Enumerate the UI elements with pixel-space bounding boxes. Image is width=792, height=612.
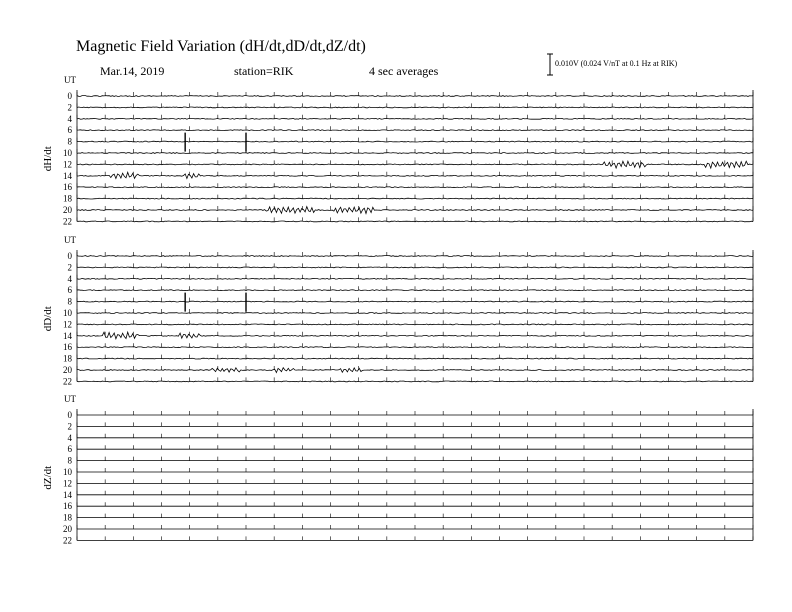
hour-label: 14 — [63, 170, 72, 181]
panel-ylabel: dD/dt — [42, 306, 54, 332]
hour-label: 22 — [63, 535, 72, 546]
hour-label: 6 — [67, 285, 72, 296]
hour-label: 8 — [67, 296, 72, 307]
scale-bar-label: 0.010V (0.024 V/nT at 0.1 Hz at RIK) — [555, 59, 678, 68]
hour-label: 6 — [67, 444, 72, 455]
hour-label: 0 — [67, 91, 72, 101]
hour-label: 20 — [63, 365, 72, 375]
panel-dD-dt — [42, 235, 753, 386]
hour-label: 10 — [63, 308, 72, 318]
hour-label: 16 — [63, 501, 72, 512]
averaging-label: 4 sec averages — [369, 64, 439, 78]
hour-label: 16 — [63, 182, 72, 193]
hour-label: 22 — [63, 376, 72, 387]
date-label: Mar.14, 2019 — [100, 64, 165, 78]
scale-bar — [547, 54, 553, 75]
ut-axis-label: UT — [64, 235, 76, 245]
hour-label: 12 — [63, 319, 72, 330]
hour-label: 22 — [63, 216, 72, 227]
hour-label: 8 — [67, 136, 72, 147]
hour-label: 8 — [67, 455, 72, 466]
hour-label: 2 — [67, 102, 72, 113]
hour-label: 12 — [63, 478, 72, 489]
hour-label: 10 — [63, 467, 72, 477]
ut-axis-label: UT — [64, 75, 76, 85]
hour-label: 18 — [63, 193, 72, 204]
hour-label: 16 — [63, 342, 72, 353]
hour-label: 20 — [63, 205, 72, 215]
hour-label: 18 — [63, 353, 72, 364]
hour-label: 0 — [67, 410, 72, 420]
hour-label: 14 — [63, 489, 72, 500]
hour-label: 14 — [63, 330, 72, 341]
station-label: station=RIK — [234, 64, 294, 78]
hour-label: 2 — [67, 421, 72, 432]
hour-label: 12 — [63, 159, 72, 170]
hour-label: 2 — [67, 262, 72, 273]
panel-ylabel: dZ/dt — [42, 465, 54, 490]
hour-label: 20 — [63, 524, 72, 534]
panel-dZ-dt — [42, 394, 753, 545]
hour-label: 18 — [63, 512, 72, 523]
ut-axis-label: UT — [64, 394, 76, 404]
chart-title: Magnetic Field Variation (dH/dt,dD/dt,dZ/dt) — [76, 38, 366, 55]
panel-dH-dt — [42, 75, 753, 226]
hour-label: 4 — [67, 432, 72, 443]
panel-ylabel: dH/dt — [42, 146, 54, 172]
hour-label: 10 — [63, 148, 72, 158]
hour-label: 0 — [67, 251, 72, 261]
hour-label: 6 — [67, 125, 72, 136]
hour-label: 4 — [67, 273, 72, 284]
hour-label: 4 — [67, 113, 72, 124]
